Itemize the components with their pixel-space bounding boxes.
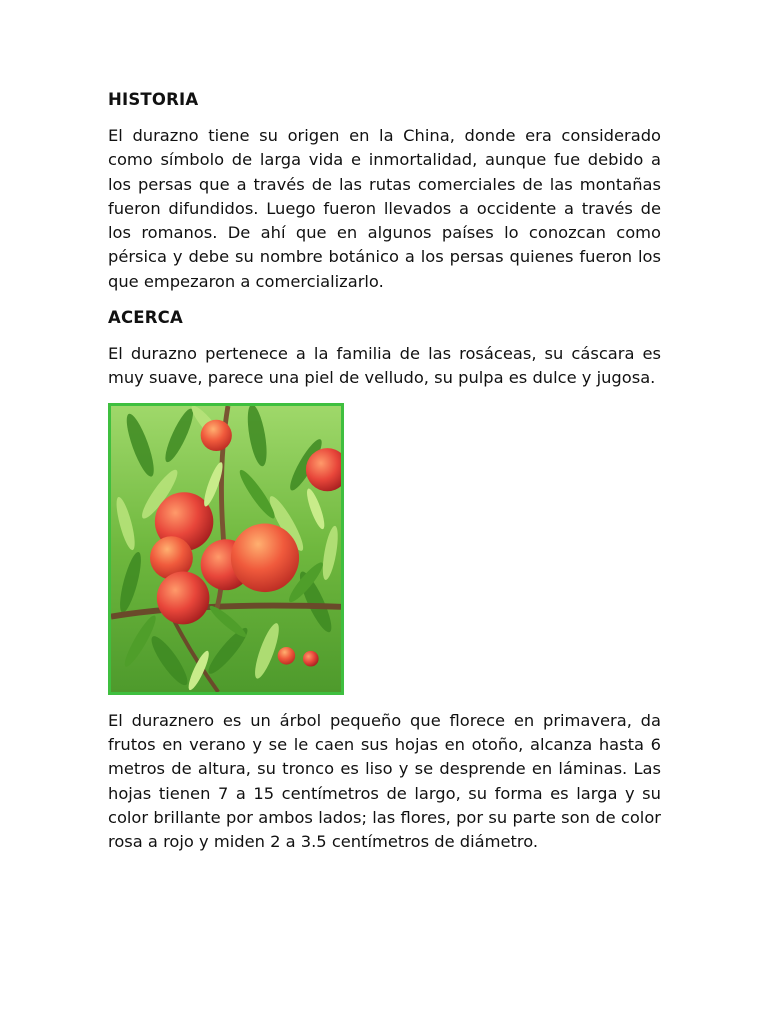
document-content — [108, 88, 661, 866]
acerca-heading: ACERCA — [108, 308, 183, 328]
historia-heading: HISTORIA — [108, 90, 199, 109]
peach-tree-photo — [108, 403, 344, 695]
acerca-paragraph: El durazno pertenece a la familia de las rosáceas, su cáscara es muy suave, parece una piel de velludo, su pulpa es dulce y jugosa. — [108, 344, 661, 388]
duraznero-paragraph: El duraznero es un árbol pequeño que florece en primavera, da frutos en verano y se le caen sus hojas en otoño, alcanza hasta 6 metros de altura, su tronco es liso y se desprende en láminas. Las hojas tienen 7 a 15 centímetros de largo, su forma es larga y su color brillante por ambos lados; las flores, por su parte son de color rosa a rojo y miden 2 a 3.5 centímetros de diámetro. — [108, 710, 661, 852]
historia-paragraph: El durazno tiene su origen en la China, donde era considerado como símbolo de larga vida e inmortalidad, aunque fue debido a los persas que a través de las rutas comerciales de las montañas fueron difundidos. Luego fueron llevados a occidente a través de los romanos. De ahí que en algunos países lo conozcan como pérsica y debe su nombre botánico a los persas quienes fueron los que empezaron a comercializarlo. — [108, 126, 661, 291]
peach-tree-illustration — [111, 406, 341, 692]
